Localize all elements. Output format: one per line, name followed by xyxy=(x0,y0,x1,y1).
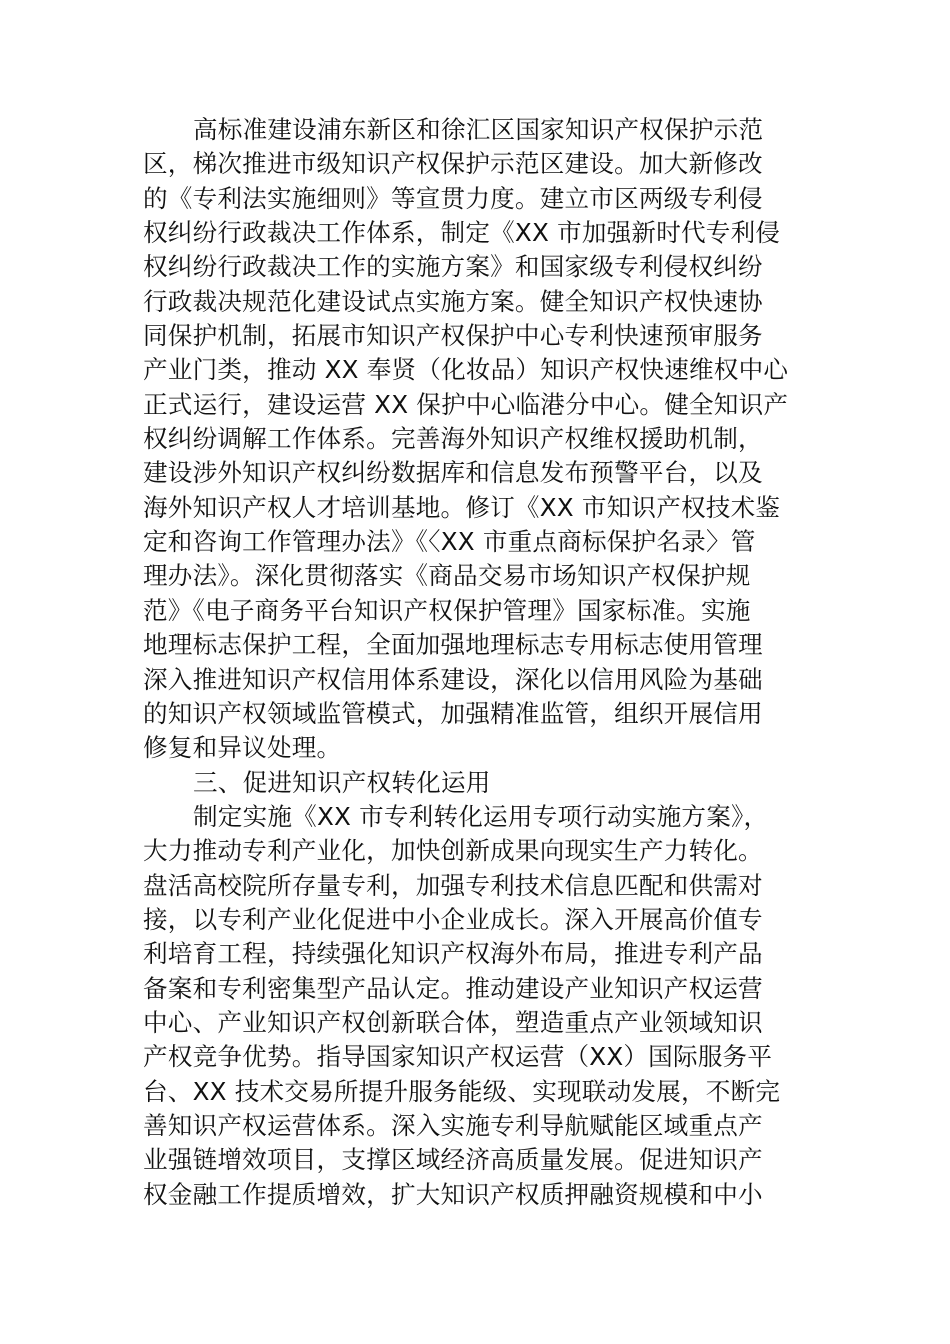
text-line: 接，以专利产业化促进中小企业成长。深入开展高价值专 xyxy=(143,904,763,934)
paragraph-transformation xyxy=(143,800,807,1212)
text-line: 权纠纷行政裁决工作体系，制定《XX 市加强新时代专利侵 xyxy=(143,218,781,248)
text-line: 高标准建设浦东新区和徐汇区国家知识产权保护示范 xyxy=(193,115,764,144)
text-line: 海外知识产权人才培训基地。修订《XX 市知识产权技术鉴 xyxy=(143,492,781,522)
text-line: 理办法》。深化贯彻落实《商品交易市场知识产权保护规 xyxy=(143,561,751,591)
text-line: 范》《电子商务平台知识产权保护管理》国家标准。实施 xyxy=(143,595,751,625)
section-heading: 三、促进知识产权转化运用 xyxy=(193,767,491,797)
text-line: 定和咨询工作管理办法》《〈XX 市重点商标保护名录〉管 xyxy=(143,527,756,557)
text-line: 深入推进知识产权信用体系建设，深化以信用风险为基础 xyxy=(143,664,763,694)
text-line: 权金融工作提质增效，扩大知识产权质押融资规模和中小 xyxy=(143,1179,763,1209)
text-line: 产权竞争优势。指导国家知识产权运营（XX）国际服务平 xyxy=(143,1042,773,1072)
text-line: 权纠纷调解工作体系。完善海外知识产权维权援助机制， xyxy=(143,424,763,454)
text-line: 备案和专利密集型产品认定。推动建设产业知识产权运营 xyxy=(143,973,763,1003)
text-line: 产业门类，推动 XX 奉贤（化妆品）知识产权快速维权中心 xyxy=(143,355,789,385)
text-line: 同保护机制，拓展市知识产权保护中心专利快速预审服务 xyxy=(143,321,763,351)
text-line: 业强链增效项目，支撑区域经济高质量发展。促进知识产 xyxy=(143,1145,763,1175)
text-line: 台、XX 技术交易所提升服务能级、实现联动发展，不断完 xyxy=(143,1076,781,1106)
text-line: 建设涉外知识产权纠纷数据库和信息发布预警平台，以及 xyxy=(143,458,763,488)
text-line: 善知识产权运营体系。深入实施专利导航赋能区域重点产 xyxy=(143,1110,763,1140)
text-line: 制定实施《XX 市专利转化运用专项行动实施方案》， xyxy=(193,801,769,831)
text-line: 的知识产权领域监管模式，加强精准监管，组织开展信用 xyxy=(143,698,763,728)
text-line: 利培育工程，持续强化知识产权海外布局，推进专利产品 xyxy=(143,939,763,969)
text-line: 中心、产业知识产权创新联合体，塑造重点产业领域知识 xyxy=(143,1007,763,1037)
text-line: 修复和异议处理。 xyxy=(143,733,342,763)
text-line: 行政裁决规范化建设试点实施方案。健全知识产权快速协 xyxy=(143,286,763,316)
text-line: 区，梯次推进市级知识产权保护示范区建设。加大新修改 xyxy=(143,149,763,179)
document-body xyxy=(143,113,807,1212)
text-line: 地理标志保护工程，全面加强地理标志专用标志使用管理 xyxy=(143,630,763,660)
text-line: 盘活高校院所存量专利，加强专利技术信息匹配和供需对 xyxy=(143,870,763,900)
text-line: 的《专利法实施细则》等宣贯力度。建立市区两级专利侵 xyxy=(143,183,763,213)
text-line: 正式运行，建设运营 XX 保护中心临港分中心。健全知识产 xyxy=(143,389,789,419)
paragraph-protection xyxy=(143,113,807,766)
text-line: 大力推动专利产业化，加快创新成果向现实生产力转化。 xyxy=(143,836,763,866)
text-line: 权纠纷行政裁决工作的实施方案》和国家级专利侵权纠纷 xyxy=(143,252,763,282)
